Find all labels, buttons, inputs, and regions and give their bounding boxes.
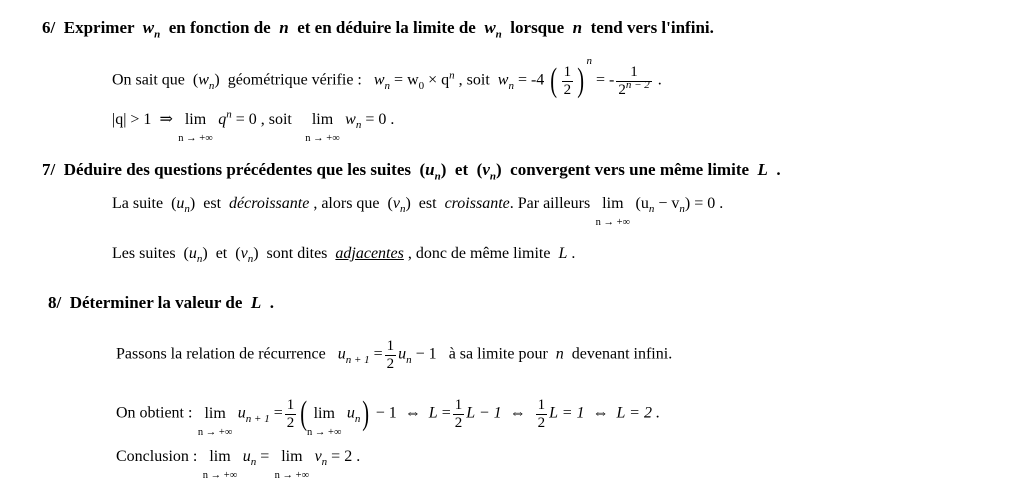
var-q: q [218,111,227,128]
q7-line2-text: sont dites [266,245,328,262]
lim-subscript: n → +∞ [202,470,238,481]
q8-line2-text: L − 1 [466,404,502,422]
var-n: n [586,55,592,68]
var-n: n [399,203,406,216]
q8-line3: Conclusion : lim n → +∞ $u_n = \lim$ n → +∞ $v_n = 2$ . [116,448,361,481]
var-v: v [392,195,400,212]
var-n: n [679,203,685,216]
limit-operator [178,111,213,144]
q7-text: et [454,160,469,179]
q6-text: et en déduire la limite de [297,18,476,37]
q7-line2-text: Les suites [112,245,176,262]
var-n: n [154,28,161,41]
lim-subscript: n → +∞ [595,217,631,228]
var-w: w [142,18,155,37]
q8-line2-text: − 1 [375,404,397,422]
var-n: n [355,119,362,132]
q6-text: en fonction de [168,18,271,37]
fraction-half [285,397,297,431]
subscript-n-plus-1: n + 1 [345,353,370,366]
q7-text: Déduire des questions précédentes que les suites [63,160,411,179]
var-w: w [373,71,385,89]
q7-line1-text: (u [635,195,649,212]
q7-line2-text: . [571,245,576,262]
var-L: L [250,293,262,312]
q8-line1-text: à sa limite pour [448,345,548,363]
q8-line2-text: On obtient : [116,404,193,422]
q7-number: 7/ [42,160,56,179]
q8-line2: On obtient : lim n → +∞ $u_{n + 1}$ = $\frac{1}{2}$ ( lim n → +∞ $u_n) - 1$ ⇔ L = $\frac{1}{2}$ L − 1 ⇔ $\frac{1}{2}$ L = 1 ⇔ L = 2 . [116,394,660,438]
q6-line2-text: |q| > 1 [112,111,152,128]
var-n: n [196,253,203,266]
frac-num: 1 [386,338,395,354]
q8-line1: Passons la relation de récurrence $u_{n + 1}$ = $\frac{1}{2}$ $u_n - 1$ à sa limite pour n devenant infini. [116,338,673,372]
var-n: n [208,79,215,92]
q6-line1-text: = w [394,71,419,89]
paren-open: ( [300,394,308,432]
q6-text: lorsque [510,18,565,37]
var-w: w [198,71,209,89]
q7-line1-emph: croissante [444,195,510,212]
implies-symbol: ⇒ [159,111,173,128]
limit-operator [274,448,310,481]
q6-line1-text: , soit [458,71,490,89]
lim-text: lim [209,448,231,465]
q8-line3-text: = 2 . [331,448,361,465]
var-u: u [425,160,435,179]
q6-line2-text: = 0 . [365,111,395,128]
q8-text: . [269,293,275,312]
var-w: w [345,111,356,128]
q6-text: tend vers l'infini. [590,18,714,37]
paren-close: ) [577,61,585,99]
fraction-half [536,397,548,431]
frac-den: 2 [386,355,395,372]
q8-text: Déterminer la valeur de [69,293,243,312]
frac-den: 2 [286,414,295,431]
q6-line2 [112,108,395,144]
iff-symbol: ⇔ [404,404,421,422]
var-n: n [279,18,289,37]
q6-text: Exprimer [63,18,135,37]
var-n: n [321,456,328,469]
frac-num: 1 [616,64,651,82]
limit-operator [307,404,342,438]
var-u: u [398,345,407,363]
q6-line2-text: = 0 , soit [235,111,292,128]
var-n: n [184,203,190,216]
var-L: L [428,404,438,422]
var-n: n [495,28,502,41]
q6-line1-text: On sait que [112,71,185,89]
q7-line2: Les suites $(u_n)$ et $(v_n)$ sont dites adjacentes , donc de même limite L . [112,245,576,266]
var-n: n [555,345,564,363]
var-n: n [250,456,257,469]
frac-den: 2 [454,414,463,431]
var-n: n [226,108,232,121]
lim-text: lim [313,404,335,422]
q8-line2-text: L = 2 . [616,404,660,422]
frac-den [616,78,651,99]
q8-line1-text: − 1 [415,345,437,363]
q6-line1: On sait que $(w_n)$ géométrique vérifie : $w_n = w_0 \times q^n$ , soit $w_n = -4$ ( $\frac{1}{2}$ )$^n$ = - $\frac{1}{2^{n - 2}}$ . [112,55,662,99]
subscript-n-plus-1: n + 1 [245,412,270,425]
lim-subscript: n → +∞ [305,133,340,144]
fraction-result [616,64,651,98]
q7-heading: 7/ Déduire des questions précédentes que les suites $(u_n)$ et $(v_n)$ convergent vers une même limite L . [42,160,781,183]
paren-close: ) [362,394,370,432]
var-n: n [247,253,254,266]
lim-subscript: n → +∞ [274,470,310,481]
var-n: n [354,412,361,425]
q7-text: convergent vers une même limite [510,160,750,179]
var-n: n [489,170,496,183]
var-u: u [188,245,197,262]
paren-open: ( [550,61,558,99]
var-n: n [508,79,514,92]
fraction-half [562,64,574,98]
q7-line1: La suite $(u_n)$ est décroissante , alors que $(v_n)$ est croissante. Par ailleurs lim n → +∞ $(u_n - v_n) = 0$ . [112,195,724,228]
var-L: L [558,245,568,262]
lim-text: lim [204,404,226,422]
q6-number: 6/ [42,18,56,37]
q8-line3-text: Conclusion : [116,448,198,465]
lim-text: lim [602,195,624,212]
q8-line1-text: Passons la relation de récurrence [116,345,326,363]
var-w: w [484,18,496,37]
q8-line1-text: devenant infini. [571,345,673,363]
q7-line1-text: . Par ailleurs [509,195,591,212]
q6-line1-text: = - [595,71,615,89]
q7-line2-text: , donc de même limite [407,245,551,262]
frac-den: 2 [537,414,546,431]
limit-operator [305,111,340,144]
frac-den: 2 [563,81,572,98]
q7-text: . [776,160,781,179]
frac-den-exp: n − 2 [625,78,650,91]
frac-num: 1 [454,397,463,413]
var-w: w [497,71,509,89]
q7-line1-text: est [418,195,437,212]
q7-line1-emph: décroissante [229,195,310,212]
iff-symbol: ⇔ [509,404,526,422]
q6-line1-text: = -4 [517,71,545,89]
frac-num: 1 [563,64,572,80]
var-n: n [384,79,391,92]
var-u: u [337,345,346,363]
iff-symbol: ⇔ [592,404,609,422]
var-u: u [176,195,185,212]
lim-text: lim [311,111,334,128]
q7-line1-text: − v [654,195,680,212]
q6-line1-text: × q [428,71,450,89]
lim-text: lim [281,448,303,465]
q7-line1-text: , alors que [313,195,380,212]
var-n: n [572,18,583,37]
var-v: v [240,245,248,262]
frac-num: 1 [537,397,546,413]
var-u: u [242,448,251,465]
q7-line1-text: ) = 0 . [684,195,724,212]
limit-operator [202,448,238,481]
var-u: u [346,404,355,422]
var-v: v [482,160,490,179]
var-v: v [314,448,322,465]
var-n: n [648,203,655,216]
q8-number: 8/ [48,293,62,312]
fraction-half [385,338,397,372]
lim-subscript: n → +∞ [178,133,213,144]
var-n: n [406,353,412,366]
limit-operator [197,404,233,438]
var-n: n [449,69,455,82]
frac-den-base: 2 [618,81,626,98]
var-L: L [757,160,768,179]
var-u: u [237,404,246,422]
lim-subscript: n → +∞ [197,426,233,438]
q6-heading [42,18,714,41]
lim-subscript: n → +∞ [307,426,342,438]
q7-line2-emph: adjacentes [335,245,404,262]
q8-heading [48,294,274,311]
limit-operator [595,195,631,228]
lim-text: lim [184,111,207,128]
frac-num: 1 [286,397,295,413]
var-n: n [434,170,441,183]
q6-line1-text: géométrique vérifie : [227,71,362,89]
q6-line1-text: . [657,71,662,89]
fraction-half [453,397,465,431]
q7-line2-text: et [215,245,228,262]
q7-line1-text: est [203,195,222,212]
q7-line1-text: La suite [112,195,164,212]
q8-line2-text: L = 1 [549,404,585,422]
